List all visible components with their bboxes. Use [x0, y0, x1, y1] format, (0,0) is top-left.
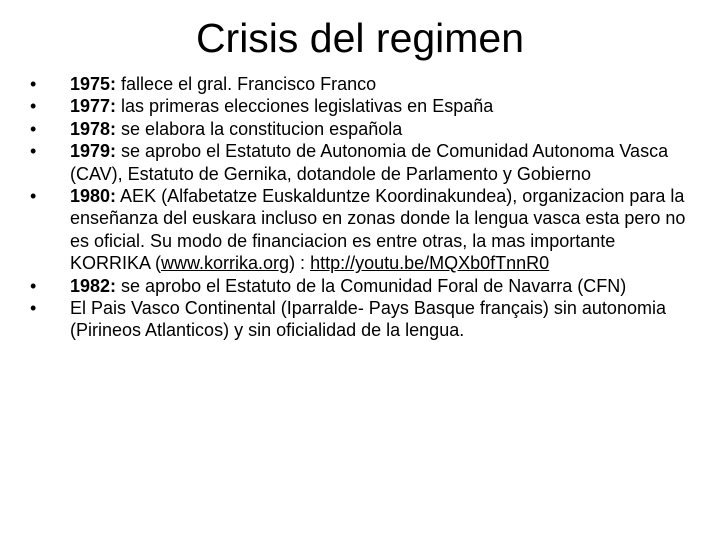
bullet-text: fallece el gral. Francisco Franco [116, 74, 377, 94]
bullet-year: 1982: [70, 275, 117, 296]
bullet-icon: • [30, 186, 37, 207]
bullet-icon: • [30, 74, 37, 94]
bullet-item-1979 [30, 140, 700, 185]
bullet-text: se aprobo el Estatuto de la Comunidad Foral de Navarra (CFN) [116, 275, 627, 296]
bullet-text: AEK (Alfabetatze Euskalduntze Koordinakundea), organizacion para la enseñanza del euskara incluso en zonas donde la lengua vasca esta pero no es oficial. Su modo de financiacion es entre otras, la mas importante KORRIKA ( [70, 186, 686, 274]
youtube-link[interactable]: http://youtu.be/MQXb0fTnnR0 [310, 253, 550, 274]
bullet-item-1982 [30, 275, 700, 297]
korrika-link[interactable]: www.korrika.org [161, 253, 290, 274]
bullet-icon: • [30, 275, 37, 296]
bullet-icon: • [30, 298, 37, 319]
bullet-item-1975 [30, 73, 700, 95]
bullet-text: se aprobo el Estatuto de Autonomia de Comunidad Autonoma Vasca (CAV), Estatuto de Gernika, dotandole de Parlamento y Gobierno [70, 141, 669, 184]
bullet-item-1980 [30, 185, 700, 275]
bullet-year: 1980: [70, 186, 117, 207]
bullet-year: 1978: [70, 118, 117, 139]
bullet-year: 1977: [70, 96, 117, 117]
slide-title: Crisis del regimen [195, 15, 525, 61]
bullet-year: 1979: [70, 141, 117, 162]
bullet-item-pais-vasco-continental [30, 297, 700, 342]
bullet-icon: • [30, 141, 37, 162]
bullet-text: El Pais Vasco Continental (Iparralde- Pays Basque français) sin autonomia (Pirineos Atlanticos) y sin oficialidad de la lengua. [70, 298, 666, 341]
bullet-icon: • [30, 118, 37, 139]
bullet-year: 1975: [70, 74, 117, 94]
bullet-item-1977 [30, 95, 700, 117]
bullet-list [30, 73, 700, 342]
bullet-item-1978 [30, 118, 700, 140]
bullet-text-separator: ) : [289, 253, 311, 274]
bullet-text: se elabora la constitucion española [116, 118, 403, 139]
bullet-text: las primeras elecciones legislativas en España [116, 96, 494, 117]
bullet-icon: • [30, 96, 37, 117]
